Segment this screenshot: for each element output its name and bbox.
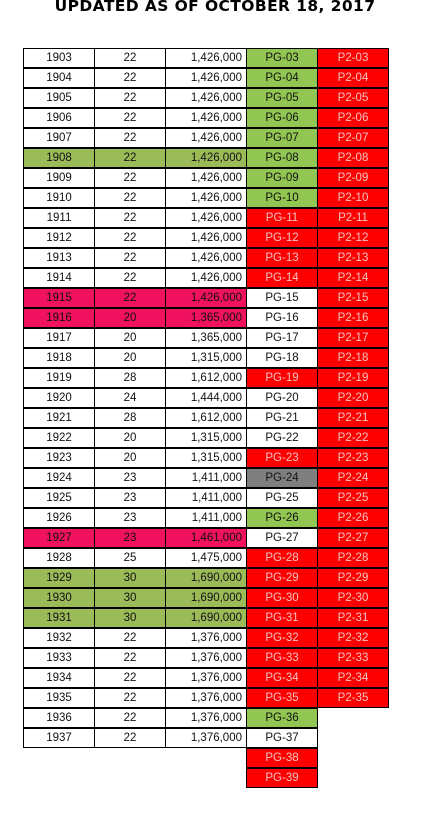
p2-cell: P2-35 [317, 688, 389, 708]
amount-cell: 1,612,000 [165, 408, 247, 428]
count-cell: 23 [94, 468, 166, 488]
p2-cell: P2-25 [317, 488, 389, 508]
unit-cell: 1907 [23, 128, 95, 148]
table-row [23, 688, 388, 708]
p2-cell: P2-22 [317, 428, 389, 448]
amount-cell: 1,426,000 [165, 288, 247, 308]
pg-cell: PG-37 [246, 728, 318, 748]
count-cell: 20 [94, 448, 166, 468]
count-cell: 22 [94, 208, 166, 228]
amount-cell: 1,690,000 [165, 588, 247, 608]
table-row [23, 508, 388, 528]
count-cell: 30 [94, 588, 166, 608]
pg-cell: PG-14 [246, 268, 318, 288]
count-cell: 22 [94, 268, 166, 288]
table-row [23, 748, 388, 768]
unit-cell: 1919 [23, 368, 95, 388]
unit-cell: 1903 [23, 48, 95, 68]
amount-cell [165, 748, 247, 768]
table-row [23, 268, 388, 288]
amount-cell: 1,426,000 [165, 128, 247, 148]
amount-cell: 1,376,000 [165, 688, 247, 708]
amount-cell: 1,426,000 [165, 168, 247, 188]
count-cell: 22 [94, 648, 166, 668]
amount-cell [165, 768, 247, 788]
unit-cell: 1930 [23, 588, 95, 608]
unit-cell: 1929 [23, 568, 95, 588]
count-cell: 30 [94, 568, 166, 588]
p2-cell: P2-23 [317, 448, 389, 468]
unit-cell: 1924 [23, 468, 95, 488]
amount-cell: 1,365,000 [165, 328, 247, 348]
amount-cell: 1,376,000 [165, 708, 247, 728]
unit-cell: 1915 [23, 288, 95, 308]
p2-cell: P2-03 [317, 48, 389, 68]
unit-cell: 1920 [23, 388, 95, 408]
p2-cell: P2-08 [317, 148, 389, 168]
table-row [23, 248, 388, 268]
unit-cell: 1937 [23, 728, 95, 748]
count-cell: 22 [94, 68, 166, 88]
count-cell: 24 [94, 388, 166, 408]
p2-cell: P2-27 [317, 528, 389, 548]
pg-cell: PG-25 [246, 488, 318, 508]
p2-cell: P2-33 [317, 648, 389, 668]
amount-cell: 1,376,000 [165, 728, 247, 748]
table-row [23, 168, 388, 188]
p2-cell: P2-26 [317, 508, 389, 528]
amount-cell: 1,426,000 [165, 68, 247, 88]
amount-cell: 1,315,000 [165, 448, 247, 468]
unit-cell: 1911 [23, 208, 95, 228]
count-cell: 23 [94, 488, 166, 508]
count-cell: 22 [94, 728, 166, 748]
amount-cell: 1,411,000 [165, 508, 247, 528]
p2-cell [317, 768, 389, 788]
p2-cell: P2-20 [317, 388, 389, 408]
unit-cell: 1906 [23, 108, 95, 128]
pg-cell: PG-36 [246, 708, 318, 728]
table-row [23, 188, 388, 208]
p2-cell [317, 708, 389, 728]
table-row [23, 608, 388, 628]
amount-cell: 1,461,000 [165, 528, 247, 548]
spreadsheet-table [23, 48, 388, 788]
pg-cell: PG-26 [246, 508, 318, 528]
table-row [23, 348, 388, 368]
count-cell: 22 [94, 88, 166, 108]
unit-cell [23, 768, 95, 788]
amount-cell: 1,376,000 [165, 648, 247, 668]
pg-cell: PG-16 [246, 308, 318, 328]
count-cell: 22 [94, 668, 166, 688]
unit-cell: 1922 [23, 428, 95, 448]
unit-cell: 1925 [23, 488, 95, 508]
count-cell [94, 768, 166, 788]
unit-cell: 1933 [23, 648, 95, 668]
pg-cell: PG-38 [246, 748, 318, 768]
pg-cell: PG-32 [246, 628, 318, 648]
table-row [23, 528, 388, 548]
count-cell: 22 [94, 228, 166, 248]
unit-cell: 1916 [23, 308, 95, 328]
p2-cell: P2-30 [317, 588, 389, 608]
pg-cell: PG-23 [246, 448, 318, 468]
unit-cell: 1921 [23, 408, 95, 428]
table-row [23, 728, 388, 748]
count-cell: 28 [94, 368, 166, 388]
count-cell: 22 [94, 248, 166, 268]
unit-cell: 1923 [23, 448, 95, 468]
amount-cell: 1,475,000 [165, 548, 247, 568]
count-cell: 23 [94, 508, 166, 528]
pg-cell: PG-20 [246, 388, 318, 408]
table-row [23, 148, 388, 168]
pg-cell: PG-35 [246, 688, 318, 708]
amount-cell: 1,376,000 [165, 668, 247, 688]
count-cell: 22 [94, 148, 166, 168]
table-row [23, 488, 388, 508]
p2-cell: P2-34 [317, 668, 389, 688]
pg-cell: PG-07 [246, 128, 318, 148]
p2-cell: P2-06 [317, 108, 389, 128]
count-cell: 25 [94, 548, 166, 568]
table-row [23, 628, 388, 648]
unit-cell: 1914 [23, 268, 95, 288]
table-row [23, 48, 388, 68]
pg-cell: PG-30 [246, 588, 318, 608]
pg-cell: PG-27 [246, 528, 318, 548]
unit-cell: 1917 [23, 328, 95, 348]
table-row [23, 108, 388, 128]
pg-cell: PG-19 [246, 368, 318, 388]
pg-cell: PG-21 [246, 408, 318, 428]
count-cell: 30 [94, 608, 166, 628]
unit-cell: 1931 [23, 608, 95, 628]
unit-cell: 1928 [23, 548, 95, 568]
pg-cell: PG-34 [246, 668, 318, 688]
unit-cell: 1910 [23, 188, 95, 208]
table-row [23, 288, 388, 308]
p2-cell: P2-29 [317, 568, 389, 588]
unit-cell: 1935 [23, 688, 95, 708]
count-cell: 22 [94, 628, 166, 648]
amount-cell: 1,426,000 [165, 248, 247, 268]
p2-cell: P2-11 [317, 208, 389, 228]
amount-cell: 1,444,000 [165, 388, 247, 408]
amount-cell: 1,690,000 [165, 568, 247, 588]
amount-cell: 1,426,000 [165, 88, 247, 108]
unit-cell: 1905 [23, 88, 95, 108]
amount-cell: 1,426,000 [165, 148, 247, 168]
count-cell: 20 [94, 328, 166, 348]
pg-cell: PG-39 [246, 768, 318, 788]
count-cell: 22 [94, 288, 166, 308]
p2-cell [317, 748, 389, 768]
unit-cell: 1913 [23, 248, 95, 268]
unit-cell: 1927 [23, 528, 95, 548]
p2-cell: P2-24 [317, 468, 389, 488]
table-row [23, 308, 388, 328]
table-row [23, 388, 388, 408]
pg-cell: PG-13 [246, 248, 318, 268]
count-cell: 22 [94, 688, 166, 708]
unit-cell: 1904 [23, 68, 95, 88]
table-row [23, 448, 388, 468]
pg-cell: PG-15 [246, 288, 318, 308]
p2-cell: P2-18 [317, 348, 389, 368]
pg-cell: PG-17 [246, 328, 318, 348]
amount-cell: 1,365,000 [165, 308, 247, 328]
table-row [23, 568, 388, 588]
unit-cell: 1934 [23, 668, 95, 688]
p2-cell: P2-31 [317, 608, 389, 628]
page-title: UPDATED AS OF OCTOBER 18, 2017 [54, 0, 376, 15]
p2-cell: P2-05 [317, 88, 389, 108]
amount-cell: 1,426,000 [165, 228, 247, 248]
pg-cell: PG-05 [246, 88, 318, 108]
count-cell: 22 [94, 188, 166, 208]
table-row [23, 668, 388, 688]
p2-cell: P2-15 [317, 288, 389, 308]
p2-cell: P2-21 [317, 408, 389, 428]
p2-cell [317, 728, 389, 748]
unit-cell: 1932 [23, 628, 95, 648]
table-row [23, 428, 388, 448]
unit-cell [23, 748, 95, 768]
amount-cell: 1,426,000 [165, 188, 247, 208]
pg-cell: PG-11 [246, 208, 318, 228]
unit-cell: 1936 [23, 708, 95, 728]
p2-cell: P2-32 [317, 628, 389, 648]
pg-cell: PG-29 [246, 568, 318, 588]
amount-cell: 1,426,000 [165, 48, 247, 68]
p2-cell: P2-19 [317, 368, 389, 388]
p2-cell: P2-28 [317, 548, 389, 568]
unit-cell: 1908 [23, 148, 95, 168]
pg-cell: PG-03 [246, 48, 318, 68]
amount-cell: 1,690,000 [165, 608, 247, 628]
amount-cell: 1,426,000 [165, 268, 247, 288]
p2-cell: P2-04 [317, 68, 389, 88]
pg-cell: PG-28 [246, 548, 318, 568]
count-cell: 20 [94, 348, 166, 368]
table-row [23, 328, 388, 348]
p2-cell: P2-14 [317, 268, 389, 288]
count-cell [94, 748, 166, 768]
amount-cell: 1,411,000 [165, 488, 247, 508]
p2-cell: P2-17 [317, 328, 389, 348]
table-row [23, 708, 388, 728]
amount-cell: 1,426,000 [165, 208, 247, 228]
amount-cell: 1,426,000 [165, 108, 247, 128]
p2-cell: P2-12 [317, 228, 389, 248]
table-row [23, 588, 388, 608]
table-row [23, 648, 388, 668]
p2-cell: P2-10 [317, 188, 389, 208]
pg-cell: PG-31 [246, 608, 318, 628]
pg-cell: PG-08 [246, 148, 318, 168]
table-row [23, 128, 388, 148]
count-cell: 22 [94, 48, 166, 68]
pg-cell: PG-10 [246, 188, 318, 208]
pg-cell: PG-22 [246, 428, 318, 448]
table-row [23, 408, 388, 428]
unit-cell: 1926 [23, 508, 95, 528]
table-row [23, 768, 388, 788]
p2-cell: P2-13 [317, 248, 389, 268]
pg-cell: PG-33 [246, 648, 318, 668]
amount-cell: 1,612,000 [165, 368, 247, 388]
pg-cell: PG-09 [246, 168, 318, 188]
amount-cell: 1,411,000 [165, 468, 247, 488]
table-row [23, 88, 388, 108]
count-cell: 20 [94, 428, 166, 448]
count-cell: 23 [94, 528, 166, 548]
pg-cell: PG-18 [246, 348, 318, 368]
table-row [23, 208, 388, 228]
amount-cell: 1,315,000 [165, 348, 247, 368]
unit-cell: 1912 [23, 228, 95, 248]
p2-cell: P2-16 [317, 308, 389, 328]
unit-cell: 1918 [23, 348, 95, 368]
pg-cell: PG-24 [246, 468, 318, 488]
count-cell: 22 [94, 108, 166, 128]
table-row [23, 228, 388, 248]
count-cell: 22 [94, 168, 166, 188]
pg-cell: PG-06 [246, 108, 318, 128]
count-cell: 22 [94, 128, 166, 148]
amount-cell: 1,315,000 [165, 428, 247, 448]
amount-cell: 1,376,000 [165, 628, 247, 648]
count-cell: 20 [94, 308, 166, 328]
table-row [23, 548, 388, 568]
unit-cell: 1909 [23, 168, 95, 188]
table-row [23, 468, 388, 488]
count-cell: 28 [94, 408, 166, 428]
p2-cell: P2-09 [317, 168, 389, 188]
p2-cell: P2-07 [317, 128, 389, 148]
table-row [23, 68, 388, 88]
count-cell: 22 [94, 708, 166, 728]
table-row [23, 368, 388, 388]
pg-cell: PG-12 [246, 228, 318, 248]
pg-cell: PG-04 [246, 68, 318, 88]
